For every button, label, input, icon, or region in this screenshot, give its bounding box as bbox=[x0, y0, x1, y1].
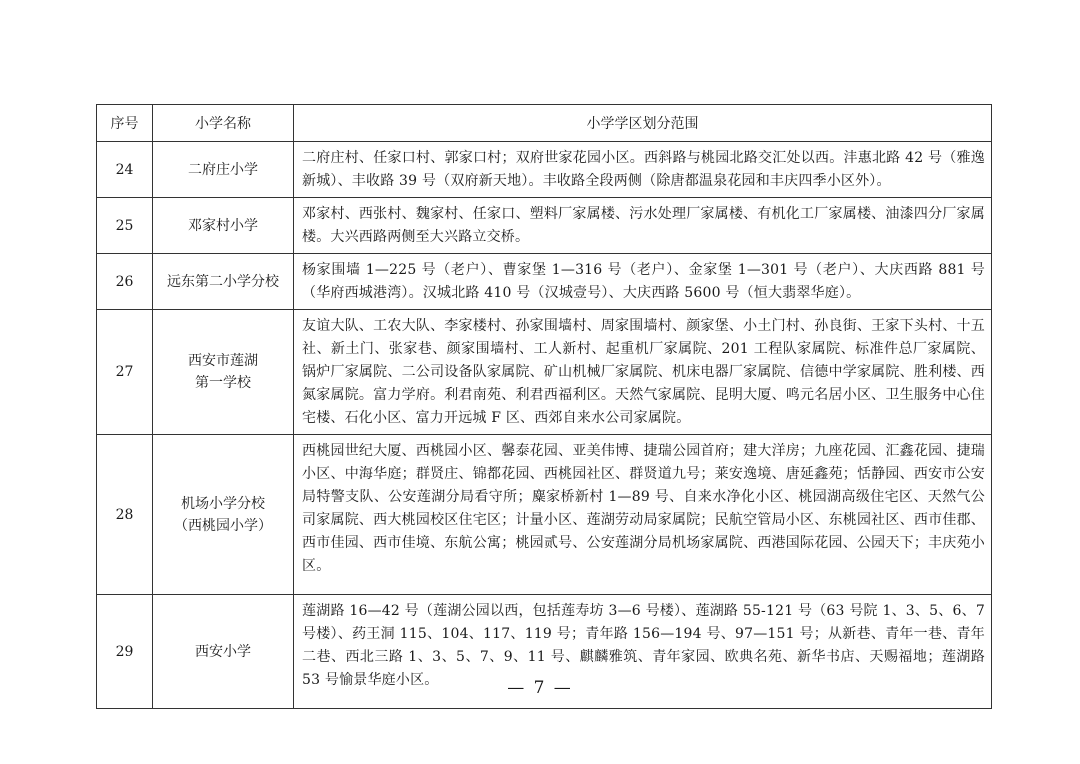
school-name-line: 机场小学分校 bbox=[181, 495, 265, 512]
row-district-range: 杨家围墙 1—225 号（老户）、曹家堡 1—316 号（老户）、金家堡 1—301 号（老户）、大庆西路 881 号（华府西城港湾）。汉城北路 410 号（汉城壹号）、大庆西路 5600 号（恒大翡翠华庭）。 bbox=[294, 254, 992, 310]
table-row bbox=[97, 142, 992, 198]
header-district-range: 小学学区划分范围 bbox=[294, 105, 992, 142]
row-serial-number: 27 bbox=[97, 310, 153, 435]
row-school-name bbox=[153, 198, 294, 254]
table-row bbox=[97, 198, 992, 254]
school-name-line: 西安小学 bbox=[195, 643, 251, 660]
school-name-line: 邓家村小学 bbox=[188, 217, 258, 234]
school-name-line: （西桃园小学） bbox=[174, 517, 272, 534]
school-name-line: 第一学校 bbox=[195, 375, 251, 391]
page-number: — 7 — bbox=[507, 678, 573, 698]
row-district-range: 西桃园世纪大厦、西桃园小区、馨泰花园、亚美伟博、捷瑞公园首府；建大洋房；九座花园、汇鑫花园、捷瑞小区、中海华庭；群贤庄、锦都花园、西桃园社区、群贤道九号；莱安逸境、唐延鑫苑；恬静园、西安市公安局特警支队、公安莲湖分局看守所；麋家桥新村 1—89 号、自来水净化小区、桃园湖高级住宅区、天然气公司家属院、西大桃园校区住宅区；计量小区、莲湖劳动局家属院；民航空管局小区、东桃园社区、西市佳郡、西市佳园、西市佳境、东航公寓；桃园贰号、公安莲湖分局机场家属院、西港国际花园、公园天下；丰庆苑小区。 bbox=[294, 435, 992, 595]
row-district-range: 二府庄村、任家口村、郭家口村；双府世家花园小区。西斜路与桃园北路交汇处以西。沣惠北路 42 号（雅逸新城）、丰收路 39 号（双府新天地）。丰收路全段两侧（除唐都温泉花园和丰庆四季小区外）。 bbox=[294, 142, 992, 198]
school-name-line: 西安市莲湖 bbox=[188, 353, 258, 369]
row-school-name bbox=[153, 142, 294, 198]
row-district-range: 邓家村、西张村、魏家村、任家口、塑料厂家属楼、污水处理厂家属楼、有机化工厂家属楼、油漆四分厂家属楼。大兴西路两侧至大兴路立交桥。 bbox=[294, 198, 992, 254]
table-row bbox=[97, 310, 992, 435]
school-name-line: 远东第二小学分校 bbox=[167, 273, 279, 290]
row-district-range: 友谊大队、工农大队、李家楼村、孙家围墙村、周家围墙村、颜家堡、小土门村、孙良街、王家下头村、十五社、新土门、张家巷、颜家围墙村、工人新村、起重机厂家属院、201 工程队家属院、标准件总厂家属院、锅炉厂家属院、二公司设备队家属院、矿山机械厂家属院、机床电器厂家属院、信德中学家属院、胜利楼、西氮家属院。富力学府。利君南苑、利君西福利区。天然气家属院、昆明大厦、鸣元名居小区、卫生服务中心住宅楼、石化小区、富力开远城 F 区、西郊自来水公司家属院。 bbox=[294, 310, 992, 435]
row-serial-number: 25 bbox=[97, 198, 153, 254]
header-serial-number: 序号 bbox=[97, 105, 153, 142]
school-district-table bbox=[96, 104, 992, 709]
row-serial-number: 28 bbox=[97, 435, 153, 595]
row-serial-number: 24 bbox=[97, 142, 153, 198]
table-row bbox=[97, 254, 992, 310]
row-serial-number: 26 bbox=[97, 254, 153, 310]
table-row bbox=[97, 435, 992, 595]
row-school-name bbox=[153, 254, 294, 310]
table-header-row bbox=[97, 105, 992, 142]
row-serial-number: 29 bbox=[97, 595, 153, 709]
row-district-range: 莲湖路 16—42 号（莲湖公园以西，包括莲寿坊 3—6 号楼）、莲湖路 55-121 号（63 号院 1、3、5、6、7 号楼）、药王洞 115、104、117、119 号；青年路 156—194 号、97—151 号；从新巷、青年一巷、青年二巷、西北三路 1、3、5、7、9、11 号、麒麟雅筑、青年家园、欧典名苑、新华书店、天赐福地；莲湖路 53 号愉景华庭小区。 bbox=[294, 595, 992, 709]
row-school-name bbox=[153, 310, 294, 435]
school-name-line: 二府庄小学 bbox=[188, 161, 258, 178]
header-school-name: 小学名称 bbox=[153, 105, 294, 142]
row-school-name bbox=[153, 435, 294, 595]
